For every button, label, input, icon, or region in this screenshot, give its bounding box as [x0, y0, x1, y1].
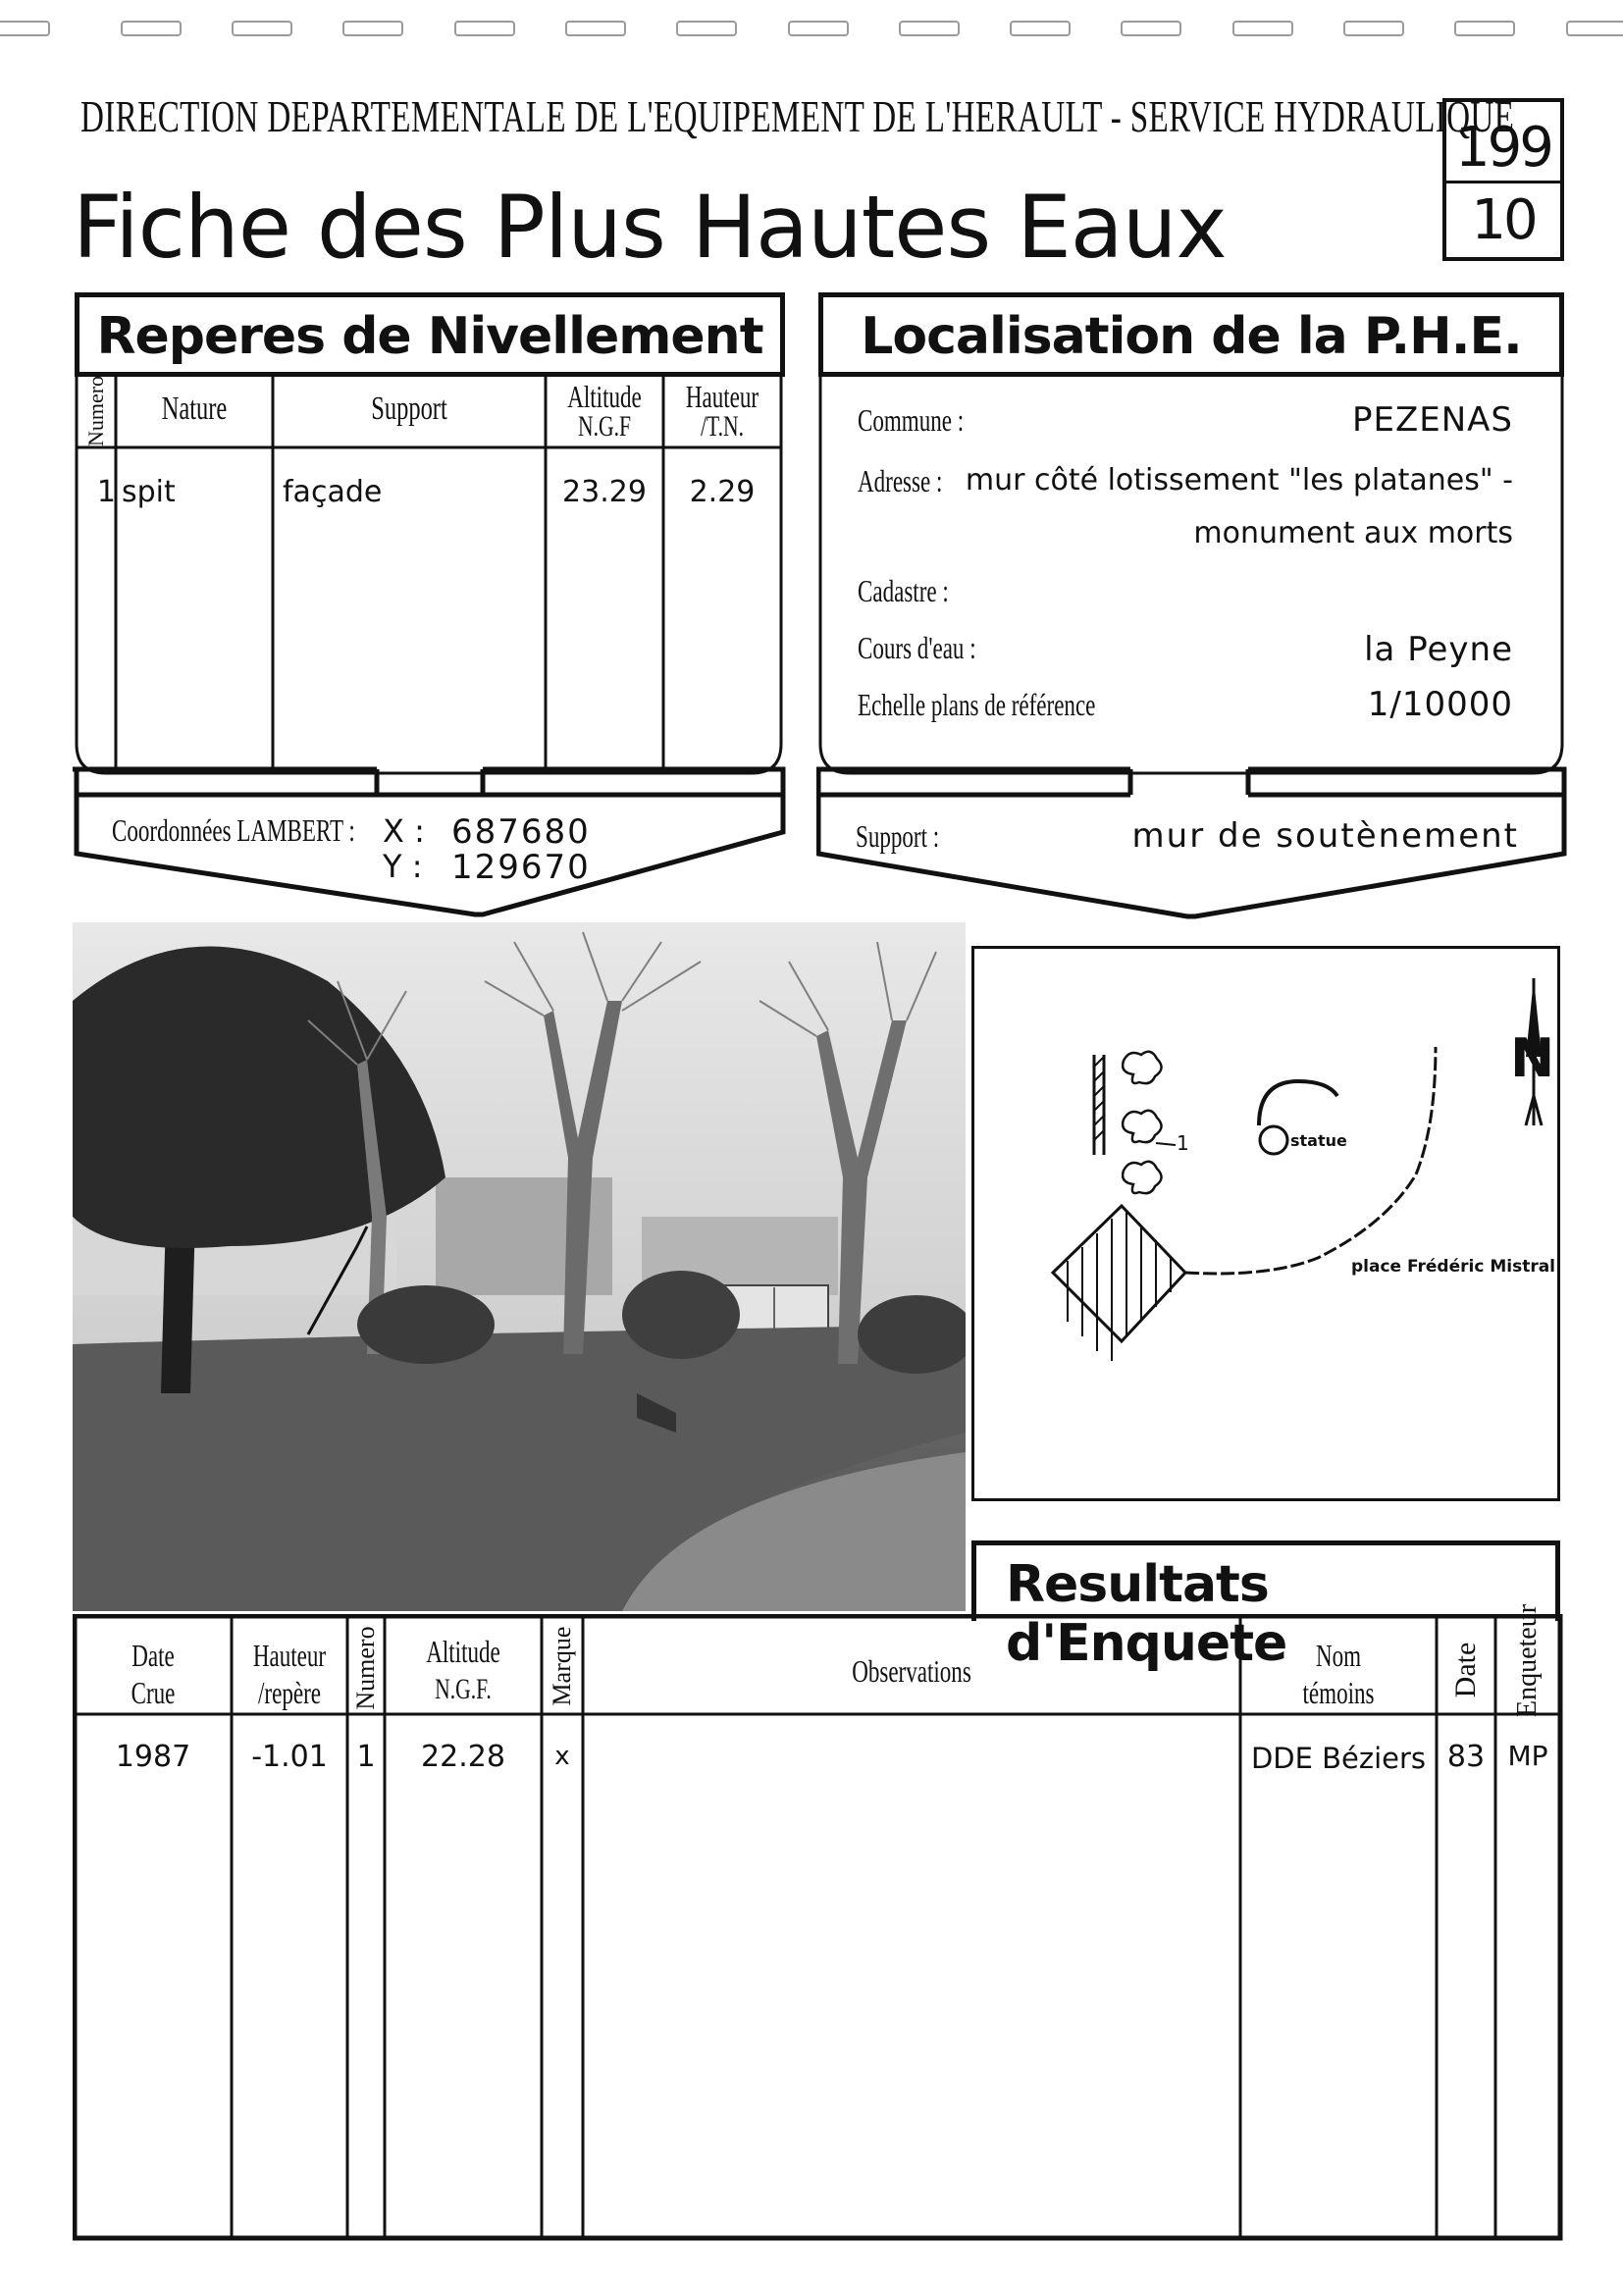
- resultats-row-date-crue: 1987: [115, 1740, 191, 1774]
- resultats-col-date-l1: Date: [131, 1638, 175, 1673]
- resultats-col-nom-l1: Nom: [1315, 1638, 1362, 1673]
- reperes-col-hauteur-l2: /T.N.: [700, 410, 744, 443]
- resultats-col-nom-l2: témoins: [1302, 1675, 1375, 1710]
- reperes-title-box: [75, 292, 785, 377]
- resultats-row-numero: 1: [356, 1740, 376, 1774]
- localisation-panel: [818, 373, 1564, 777]
- reperes-col-hauteur-l1: Hauteur: [685, 379, 759, 414]
- reperes-col-support: Support: [371, 391, 447, 427]
- resultats-col-hauteur-l2: /repère: [258, 1675, 321, 1710]
- coordinate-x-label: X :: [383, 812, 425, 850]
- location-plan: [971, 946, 1560, 1501]
- page-title: Fiche des Plus Hautes Eaux: [73, 177, 1227, 278]
- reperes-row-altitude: 23.29: [562, 475, 647, 509]
- reference-box: [1442, 98, 1564, 261]
- reperes-table: [75, 373, 785, 777]
- resultats-row-nom: DDE Béziers: [1250, 1742, 1427, 1775]
- plan-marker-1: 1: [1177, 1131, 1189, 1155]
- adresse-line2: monument aux morts: [1193, 516, 1513, 550]
- support-banner: [816, 765, 1568, 922]
- echelle-value: 1/10000: [1367, 685, 1513, 724]
- support-label: Support :: [856, 818, 940, 854]
- cours-eau-value: la Peyne: [1364, 630, 1513, 669]
- commune-value: PEZENAS: [1351, 400, 1513, 440]
- site-photo-graphic: [73, 922, 966, 1611]
- reference-top: 199: [1455, 116, 1551, 180]
- coordinate-y-value: 129670: [451, 848, 591, 887]
- resultats-col-date: Date: [1449, 1642, 1482, 1698]
- coordinate-x-value: 687680: [451, 812, 591, 852]
- plan-statue-label: statue: [1290, 1131, 1347, 1150]
- binder-holes: [0, 18, 1623, 41]
- location-plan-drawing: [974, 949, 1557, 1498]
- reperes-col-altitude-l2: N.G.F: [577, 410, 631, 443]
- resultats-col-hauteur-l1: Hauteur: [252, 1638, 327, 1673]
- reperes-col-numero: Numero: [83, 375, 108, 447]
- adresse-label: Adresse :: [858, 463, 943, 498]
- resultats-row-altitude: 22.28: [421, 1740, 505, 1774]
- reperes-col-nature: Nature: [161, 391, 228, 427]
- cours-eau-label: Cours d'eau :: [858, 630, 976, 665]
- reference-divider: [1446, 181, 1560, 183]
- reference-bottom: 10: [1471, 188, 1536, 252]
- resultats-title: Resultats d'Enquete: [1006, 1555, 1287, 1673]
- reperes-row-support: façade: [283, 475, 383, 509]
- binder-holes-graphic: [0, 18, 1623, 41]
- department-heading: DIRECTION DEPARTEMENTALE DE L'EQUIPEMENT DE L'HERAULT - SERVICE HYDRAULIQUE: [80, 91, 1515, 141]
- reperes-row-hauteur: 2.29: [689, 475, 756, 509]
- cadastre-label: Cadastre :: [858, 573, 949, 608]
- localisation-title: Localisation de la P.H.E.: [861, 307, 1522, 366]
- resultats-col-enqueteur: Enqueteur: [1512, 1603, 1543, 1717]
- plan-place-label: place Frédéric Mistral: [1351, 1257, 1556, 1277]
- resultats-col-altitude-l2: N.G.F.: [435, 1673, 492, 1705]
- coordinates-banner: [73, 765, 789, 922]
- resultats-table: [73, 1603, 1564, 2242]
- plan-north-label: N: [1510, 1027, 1555, 1089]
- resultats-col-date-l2: Crue: [131, 1675, 176, 1710]
- resultats-col-numero: Numero: [351, 1626, 380, 1710]
- localisation-title-box: [818, 292, 1564, 377]
- coordinate-y-label: Y :: [383, 848, 423, 885]
- resultats-col-altitude-l1: Altitude: [426, 1634, 500, 1669]
- commune-label: Commune :: [858, 402, 965, 438]
- coordinates-label: Coordonnées LAMBERT :: [112, 812, 355, 848]
- resultats-col-marque: Marque: [548, 1626, 576, 1706]
- reperes-title: Reperes de Nivellement: [96, 307, 763, 366]
- reperes-table-frame: [75, 373, 785, 777]
- reperes-col-altitude-l1: Altitude: [567, 379, 642, 414]
- site-photo: [73, 922, 966, 1611]
- resultats-row-hauteur: -1.01: [251, 1740, 328, 1774]
- resultats-row-date: 83: [1446, 1740, 1486, 1774]
- adresse-line1: mur côté lotissement "les platanes" -: [965, 463, 1513, 497]
- echelle-label: Echelle plans de référence: [858, 687, 1096, 722]
- support-value: mur de soutènement: [1131, 816, 1519, 856]
- resultats-col-observations: Observations: [852, 1653, 971, 1689]
- reperes-row-nature: spit: [122, 475, 176, 509]
- resultats-row-marque: x: [554, 1742, 570, 1771]
- resultats-row-enqueteur: MP: [1507, 1740, 1548, 1772]
- reperes-row-numero: 1: [96, 475, 116, 509]
